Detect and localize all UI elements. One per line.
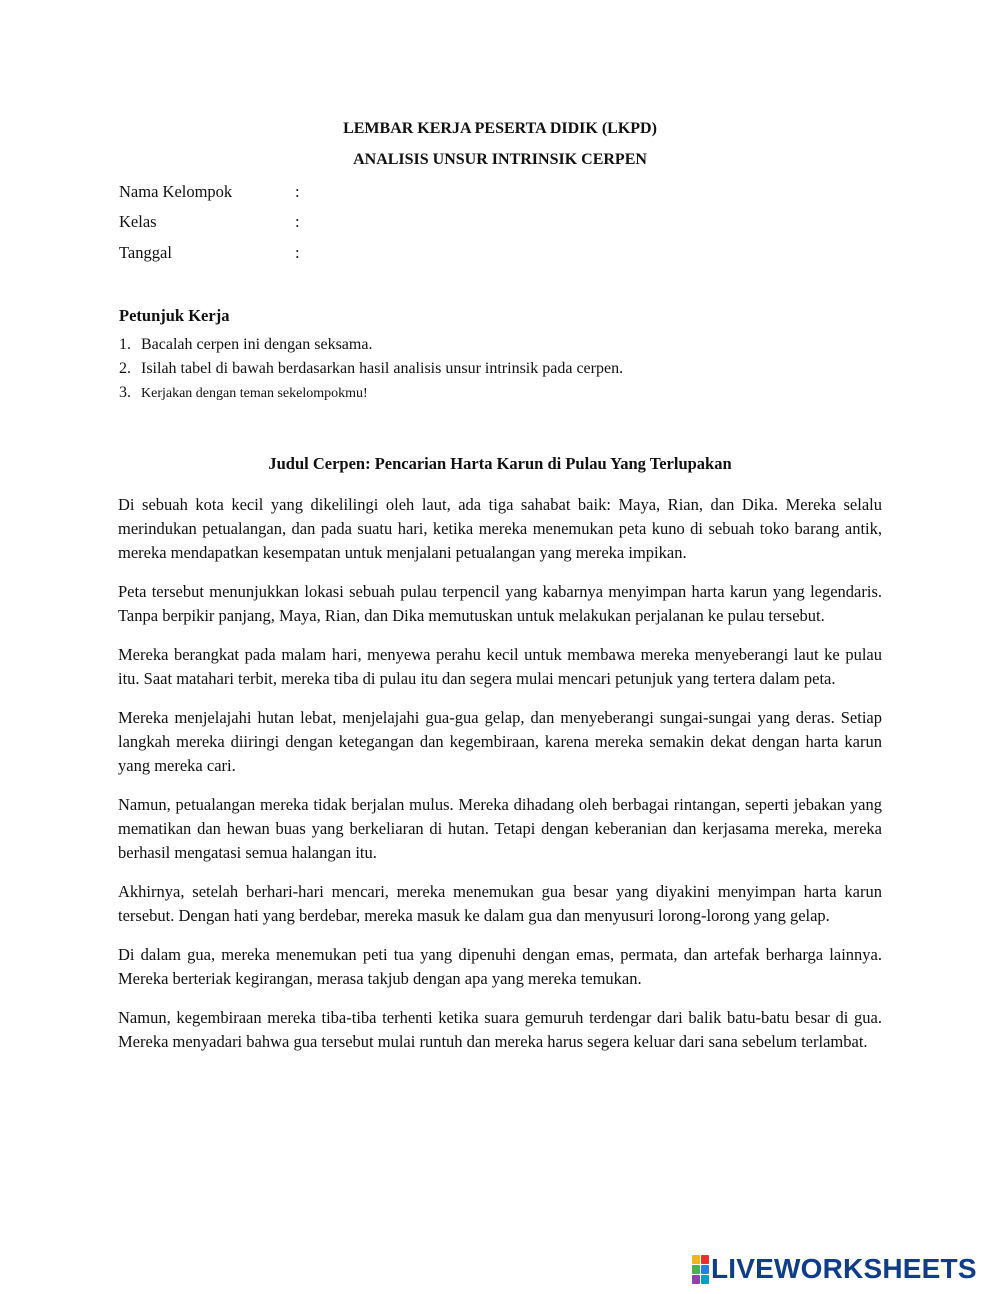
instructions-heading: Petunjuk Kerja bbox=[119, 306, 230, 325]
instruction-item bbox=[119, 384, 368, 402]
story-paragraph: Namun, kegembiraan mereka tiba-tiba terhenti ketika suara gemuruh terdengar dari balik batu-batu besar di gua. Mereka menyadari bahwa gua tersebut mulai runtuh dan mereka harus segera keluar dari sana sebelum terlambat. bbox=[118, 1008, 882, 1051]
instruction-text: Bacalah cerpen ini dengan seksama. bbox=[141, 336, 373, 353]
field-colon: : bbox=[295, 243, 300, 262]
field-label: Tanggal bbox=[119, 243, 172, 262]
worksheet-subtitle: ANALISIS UNSUR INTRINSIK CERPEN bbox=[353, 151, 647, 168]
logo-tile bbox=[701, 1275, 709, 1284]
worksheet-title: LEMBAR KERJA PESERTA DIDIK (LKPD) bbox=[343, 120, 657, 137]
logo-tile bbox=[692, 1275, 700, 1284]
story-paragraph: Namun, petualangan mereka tidak berjalan mulus. Mereka dihadang oleh berbagai rintangan, seperti jebakan yang mematikan dan hewan buas yang berkeliaran di hutan. Tetapi dengan keberanian dan kerjasama mereka, mereka berhasil mengatasi semua halangan itu. bbox=[118, 795, 882, 862]
instruction-text: Isilah tabel di bawah berdasarkan hasil analisis unsur intrinsik pada cerpen. bbox=[141, 360, 624, 377]
logo-tile bbox=[701, 1255, 709, 1264]
field-tanggal bbox=[119, 243, 300, 263]
field-label: Kelas bbox=[119, 212, 157, 231]
story-title: Judul Cerpen: Pencarian Harta Karun di Pulau Yang Terlupakan bbox=[268, 454, 732, 473]
story-paragraph: Peta tersebut menunjukkan lokasi sebuah pulau terpencil yang kabarnya menyimpan harta karun yang legendaris. Tanpa berpikir panjang, Maya, Rian, dan Dika memutuskan untuk melakukan perjalanan ke pulau tersebut. bbox=[118, 582, 882, 625]
liveworksheets-brand[interactable] bbox=[692, 1254, 977, 1284]
field-label: Nama Kelompok bbox=[119, 182, 233, 201]
logo-tile bbox=[692, 1255, 700, 1264]
logo-tile bbox=[701, 1265, 709, 1274]
instruction-item bbox=[119, 336, 372, 354]
story-body bbox=[118, 493, 882, 1069]
story-paragraph: Di dalam gua, mereka menemukan peti tua yang dipenuhi dengan emas, permata, dan artefak berharga lainnya. Mereka berteriak kegirangan, merasa takjub dengan apa yang mereka temukan. bbox=[118, 945, 882, 988]
instruction-number: 1. bbox=[119, 336, 131, 353]
field-colon: : bbox=[295, 182, 300, 201]
logo-tile bbox=[692, 1265, 700, 1274]
liveworksheets-logo-text: LIVEWORKSHEETS bbox=[711, 1253, 977, 1284]
story-paragraph: Mereka menjelajahi hutan lebat, menjelajahi gua-gua gelap, dan menyeberangi sungai-sungai yang deras. Setiap langkah mereka diiringi dengan ketegangan dan kegembiraan, karena mereka semakin dekat dengan harta karun yang mereka cari. bbox=[118, 708, 882, 775]
field-colon: : bbox=[295, 212, 300, 231]
story-paragraph: Akhirnya, setelah berhari-hari mencari, mereka menemukan gua besar yang diyakini menyimpan harta karun tersebut. Dengan hati yang berdebar, mereka masuk ke dalam gua dan menyusuri lorong-lorong yang gelap. bbox=[118, 882, 882, 925]
instruction-number: 3. bbox=[119, 384, 131, 401]
liveworksheets-logo-icon bbox=[692, 1255, 708, 1283]
story-paragraph: Di sebuah kota kecil yang dikelilingi oleh laut, ada tiga sahabat baik: Maya, Rian, dan Dika. Mereka selalu merindukan petualangan, dan pada suatu hari, ketika mereka menemukan peta kuno di sebuah toko barang antik, mereka mendapatkan kesempatan untuk menjalani petualangan yang mereka impikan. bbox=[118, 495, 882, 562]
story-paragraph: Mereka berangkat pada malam hari, menyewa perahu kecil untuk membawa mereka menyeberangi laut ke pulau itu. Saat matahari terbit, mereka tiba di pulau itu dan segera mulai mencari petunjuk yang tertera dalam peta. bbox=[118, 645, 882, 688]
instruction-text: Kerjakan dengan teman sekelompokmu! bbox=[141, 386, 368, 401]
field-kelas bbox=[119, 212, 300, 232]
instruction-item bbox=[119, 360, 623, 378]
instruction-number: 2. bbox=[119, 360, 131, 377]
field-nama-kelompok bbox=[119, 182, 300, 202]
